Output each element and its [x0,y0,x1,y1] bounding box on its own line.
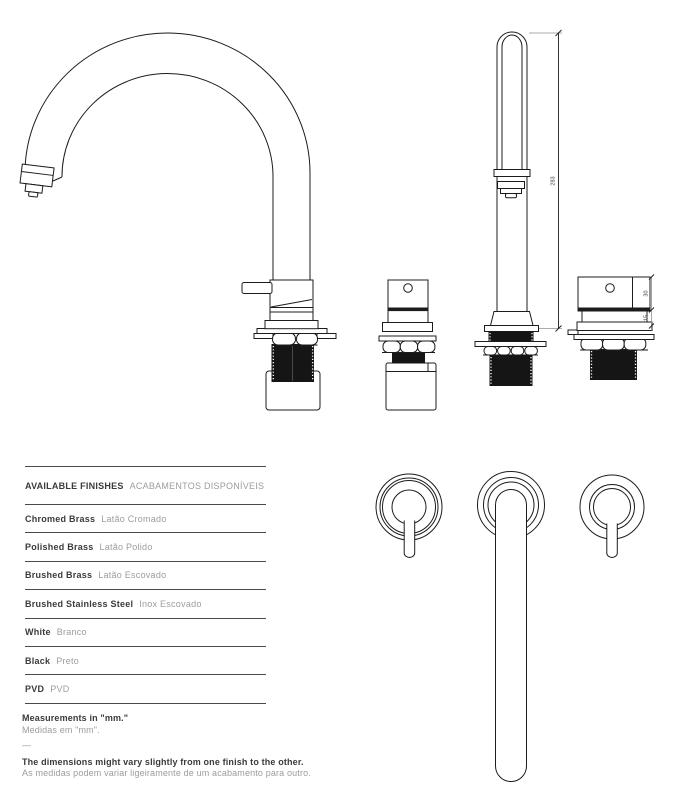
gooseneck-outer-arc [25,33,310,174]
spout-base [491,312,534,326]
finishes-header-en: AVAILABLE FINISHES [25,480,124,491]
handle-side-threaded-shank [590,349,637,380]
spout-lever [242,283,272,294]
handle-side-collar [582,311,647,322]
spout-front-view-drawing [475,30,562,386]
table-row: Black Preto [25,647,266,675]
handle-deck-plate [379,336,436,341]
variance-note-en: The dimensions might vary slightly from one finish to the other. [22,756,304,767]
dimension-label-handle-lower: 15 [643,314,650,322]
gooseneck-inner-arc [62,74,273,177]
spout-side-tab-left [254,334,273,339]
handle-flange [383,323,433,332]
handle-front-view-drawing [379,280,436,410]
height-dimension [529,30,562,332]
spout-front-threaded-shank [490,355,533,386]
spout-outlet-collar [494,170,530,177]
table-row: Polished Brass Latão Polido [25,533,266,561]
handle-threaded-shank [392,352,425,364]
mounting-nut-plate [475,342,546,347]
left-handle-lever-top [404,521,415,558]
plan-view-spout [478,472,545,782]
table-row: Chromed Brass Latão Cromado [25,505,266,533]
finishes-header-pt: ACABAMENTOS DISPONÍVEIS [129,480,265,491]
table-row: Brushed Brass Latão Escovado [25,562,266,590]
plan-view-left-handle [376,474,442,557]
notes-separator: — [22,740,32,750]
spout-head [19,164,55,199]
spout-deck-plate [257,329,327,334]
aerator-front [506,194,517,198]
table-row: White Branco [25,619,266,647]
handle-side-flange [577,322,652,331]
spout-side-tab-right [317,334,336,339]
handle-side-view-drawing [568,275,654,381]
finishes-table-header [25,467,266,505]
variance-note-pt: As medidas podem variar ligeiramente de um acabamento para outro. [22,768,311,778]
spout-reach-top [496,490,527,782]
spout-side-view-drawing [19,33,336,410]
finishes-table [25,466,266,704]
handle-screw-hole [404,284,413,293]
measurements-note-pt: Medidas em "mm". [22,724,100,735]
table-row: Brushed Stainless Steel Inox Escovado [25,590,266,618]
dimension-label-spout-height: 283 [550,176,557,186]
notes [22,713,352,780]
handle-side-screw-hole [606,284,615,293]
measurements-note-en: Measurements in "mm." [22,713,129,723]
handle-side-deck-plate [574,335,654,340]
spout-front-flange [485,326,539,332]
dimension-label-handle-upper: 30 [643,290,650,297]
right-handle-lever-top [607,524,618,558]
spout-flange [265,321,318,329]
handle-side-grip [578,277,650,311]
plan-view-right-handle [580,475,644,557]
table-row: PVD PVD [25,675,266,703]
